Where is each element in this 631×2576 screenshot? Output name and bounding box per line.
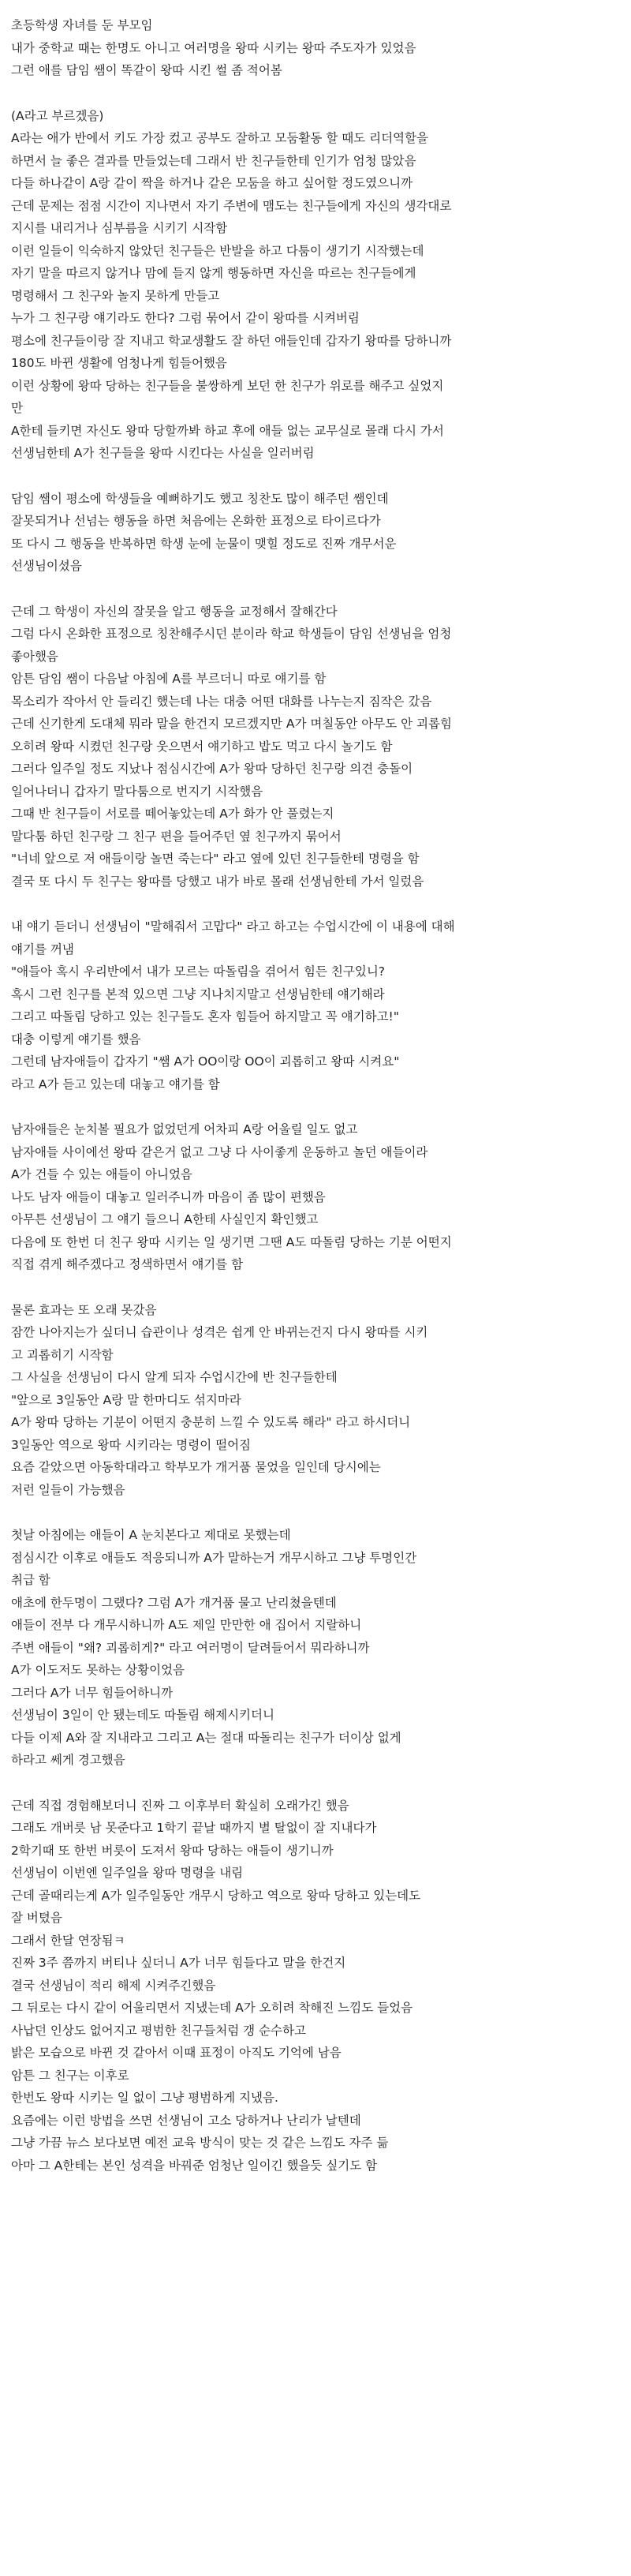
- text-line: 누가 그 친구랑 얘기라도 한다? 그럼 묶어서 같이 왕따를 시켜버림: [11, 311, 360, 325]
- text-line: 잘 버텼음: [11, 1911, 62, 1925]
- text-line: 주변 애들이 "왜? 괴롭히게?" 라고 여러명이 달려들어서 뭐라하니까: [11, 1640, 370, 1655]
- text-line: 얘기를 꺼냄: [11, 942, 74, 957]
- text-line: 자기 말을 따르지 않거나 맘에 들지 않게 행동하면 자신을 따르는 친구들에게: [11, 266, 416, 280]
- text-line: 한번도 왕따 시키는 일 없이 그냥 평범하게 지냈음.: [11, 2091, 278, 2105]
- text-line: 선생님한테 A가 친구들을 왕따 시킨다는 사실을 일러버림: [11, 446, 315, 460]
- text-line: "앞으로 3일동안 A랑 말 한마디도 섞지마라: [11, 1392, 241, 1407]
- text-line: 결국 선생님이 적리 해제 시켜주긴했음: [11, 1978, 216, 1993]
- paragraph: [11, 1118, 620, 1276]
- text-line: 3일동안 역으로 왕따 시키라는 명령이 떨어짐: [11, 1437, 252, 1452]
- text-line: 그래서 한달 연장됨ㅋ: [11, 1933, 125, 1948]
- text-line: 그때 반 친구들이 서로를 떼어놓았는데 A가 화가 안 풀렸는지: [11, 807, 334, 821]
- paragraph: [11, 1795, 620, 2177]
- text-line: 그냥 가끔 뉴스 보다보면 예전 교육 방식이 맞는 것 같은 느낌도 자주 듦: [11, 2136, 389, 2150]
- text-line: 선생님이 이번엔 일주일을 왕따 명령을 내림: [11, 1866, 244, 1880]
- paragraph: [11, 1299, 620, 1502]
- paragraph: [11, 1524, 620, 1772]
- text-line: 사납던 인상도 없어지고 평범한 친구들처럼 갱 순수하고: [11, 2023, 306, 2038]
- text-line: 대충 이렇게 얘기를 했음: [11, 1032, 141, 1046]
- text-line: 그런 애를 담임 쌤이 똑같이 왕따 시킨 썰 좀 적어봄: [11, 63, 282, 77]
- text-line: 180도 바뀐 생활에 엄청나게 힘들어했음: [11, 356, 227, 370]
- text-line: 만: [11, 401, 23, 415]
- text-line: 다들 이제 A와 잘 지내라고 그리고 A는 절대 따돌리는 친구가 더이상 없게: [11, 1730, 401, 1745]
- text-line: 진짜 3주 쯤까지 버티나 싶더니 A가 너무 힘들다고 말을 한건지: [11, 1956, 346, 1970]
- text-line: 그리고 따돌림 당하고 있는 친구들도 혼자 힘들어 하지말고 꼭 얘기하고!": [11, 1009, 399, 1024]
- text-line: 결국 또 다시 두 친구는 왕따를 당했고 내가 바로 몰래 선생님한테 가서 일렀음: [11, 874, 424, 889]
- text-line: 아무튼 선생님이 그 얘기 들으니 A한테 사실인지 확인했고: [11, 1212, 319, 1226]
- text-line: 다음에 또 한번 더 친구 왕따 시키는 일 생기면 그땐 A도 따돌림 당하는 기분 어떤지: [11, 1234, 452, 1249]
- text-line: 라고 A가 듣고 있는데 대놓고 얘기를 함: [11, 1076, 220, 1091]
- text-line: 근데 신기한게 도대체 뭐라 말을 한건지 모르겠지만 A가 며칠동안 아무도 안 괴롭힘: [11, 717, 452, 731]
- text-line: 나도 남자 애들이 대놓고 일러주니까 마음이 좀 많이 편했음: [11, 1189, 326, 1204]
- text-line: 근데 골때리는게 A가 일주일동안 개무시 당하고 역으로 왕따 당하고 있는데도: [11, 1888, 421, 1903]
- text-line: 2학기때 또 한번 버릇이 도져서 왕따 당하는 애들이 생기니까: [11, 1843, 334, 1858]
- text-line: 혹시 그런 친구를 본적 있으면 그냥 지나치지말고 선생님한테 얘기해라: [11, 987, 385, 1002]
- text-line: 근데 문제는 점점 시간이 지나면서 자기 주변에 맴도는 친구들에게 자신의 생각대로: [11, 198, 452, 213]
- text-line: 선생님이 3일이 안 됐는데도 따돌림 해제시키더니: [11, 1708, 274, 1722]
- text-line: 점심시간 이후로 애들도 적응되니까 A가 말하는거 개무시하고 그냥 투명인간: [11, 1550, 417, 1565]
- text-line: A가 왕따 당하는 기분이 어떤지 충분히 느낄 수 있도록 해라" 라고 하시더니: [11, 1415, 411, 1429]
- text-line: 평소에 친구들이랑 잘 지내고 학교생활도 잘 하던 애들인데 갑자기 왕따를 당하니까: [11, 333, 452, 348]
- text-line: 말다툼 하던 친구랑 그 친구 편을 들어주던 옆 친구까지 묶어서: [11, 829, 342, 844]
- text-line: A가 건들 수 있는 애들이 아니었음: [11, 1167, 192, 1181]
- text-line: 물론 효과는 또 오래 못갔음: [11, 1302, 157, 1317]
- paragraph: [11, 14, 620, 82]
- text-line: 암튼 그 친구는 이후로: [11, 2068, 129, 2083]
- text-line: 담임 쌤이 평소에 학생들을 예뻐하기도 했고 칭찬도 많이 해주던 쌤인데: [11, 491, 389, 506]
- text-line: A가 이도저도 못하는 상황이었음: [11, 1663, 185, 1677]
- text-line: 애초에 한두명이 그랬다? 그럼 A가 개거품 물고 난리쳤을텐데: [11, 1595, 337, 1610]
- paragraph: [11, 488, 620, 578]
- text-line: 하라고 쎄게 경고했음: [11, 1753, 125, 1767]
- text-line: 내가 중학교 때는 한명도 아니고 여러명을 왕따 시키는 왕따 주도자가 있었음: [11, 40, 416, 55]
- text-line: 저런 일들이 가능했음: [11, 1482, 125, 1497]
- text-line: 좋아했음: [11, 649, 58, 664]
- text-line: 근데 그 학생이 자신의 잘못을 알고 행동을 교정해서 잘해간다: [11, 604, 338, 619]
- text-line: 남자애들 사이에선 왕따 같은거 없고 그냥 다 사이좋게 운동하고 놀던 애들이라: [11, 1144, 428, 1159]
- text-line: 잘못되거나 선넘는 행동을 하면 처음에는 온화한 표정으로 타이르다가: [11, 514, 381, 528]
- text-line: 명령해서 그 친구와 놀지 못하게 만들고: [11, 288, 220, 303]
- text-line: 첫날 아침에는 애들이 A 눈치본다고 제대로 못했는데: [11, 1528, 291, 1542]
- text-line: 아마 그 A한테는 본인 성격을 바꿔준 엄청난 일이긴 했을듯 싶기도 함: [11, 2158, 378, 2173]
- text-line: "애들아 혹시 우리반에서 내가 모르는 따돌림을 겪어서 힘든 친구있니?: [11, 964, 386, 979]
- paragraph: [11, 915, 620, 1095]
- text-line: 근데 직접 경험해보더니 진짜 그 이후부터 확실히 오래가긴 했음: [11, 1798, 349, 1813]
- text-line: 취급 함: [11, 1573, 50, 1587]
- text-line: 밝은 모습으로 바뀐 것 같아서 이때 표정이 아직도 기억에 남음: [11, 2046, 342, 2060]
- text-line: (A라고 부르겠음): [11, 108, 104, 123]
- text-line: 그 뒤로는 다시 같이 어울리면서 지냈는데 A가 오히려 착해진 느낌도 들었음: [11, 2001, 413, 2015]
- text-line: 잠깐 나아지는가 싶더니 습관이나 성격은 쉽게 안 바뀌는건지 다시 왕따를 시키: [11, 1325, 428, 1339]
- text-line: 초등학생 자녀를 둔 부모임: [11, 18, 153, 32]
- text-line: 오히려 왕따 시켰던 친구랑 웃으면서 얘기하고 밥도 먹고 다시 놀기도 함: [11, 739, 393, 754]
- text-line: 요즘에는 이런 방법을 쓰면 선생님이 고소 당하거나 난리가 날텐데: [11, 2113, 361, 2128]
- text-line: 하면서 늘 좋은 결과를 만들었는데 그래서 반 친구들한테 인기가 엄청 많았음: [11, 153, 416, 168]
- text-line: 애들이 전부 다 개무시하니까 A도 제일 만만한 애 집어서 지랄하니: [11, 1618, 362, 1632]
- text-line: 요즘 같았으면 아동학대라고 학부모가 개거품 물었을 일인데 당시에는: [11, 1460, 381, 1474]
- text-line: 지시를 내리거나 심부름을 시키기 시작함: [11, 221, 228, 235]
- text-line: 그러다 일주일 정도 지났나 점심시간에 A가 왕따 당하던 친구랑 의견 충돌이: [11, 762, 413, 776]
- text-line: A라는 애가 반에서 키도 가장 컸고 공부도 잘하고 모둠활동 할 때도 리더역할을: [11, 131, 428, 145]
- paragraph: [11, 105, 620, 465]
- text-line: 선생님이셨음: [11, 559, 82, 573]
- text-line: 다들 하나같이 A랑 같이 짝을 하거나 같은 모둠을 하고 싶어할 정도였으니까: [11, 176, 413, 190]
- text-line: 직접 겪게 해주겠다고 정색하면서 얘기를 함: [11, 1257, 244, 1271]
- text-line: 암튼 담임 쌤이 다음날 아침에 A를 부르더니 따로 얘기를 함: [11, 672, 327, 686]
- text-line: 그러다 A가 너무 힘들어하니까: [11, 1685, 174, 1700]
- text-line: 남자애들은 눈치볼 필요가 없었던게 어차피 A랑 어울릴 일도 없고: [11, 1122, 358, 1136]
- text-line: 그래도 개버릇 남 못준다고 1학기 끝날 때까지 별 탈없이 잘 지내다가: [11, 1821, 377, 1835]
- text-line: 내 얘기 듣더니 선생님이 "말해줘서 고맙다" 라고 하고는 수업시간에 이 내용에 대해: [11, 919, 455, 934]
- text-line: 목소리가 작아서 안 들리긴 했는데 나는 대충 어떤 대화를 나누는지 짐작은 갔음: [11, 694, 432, 709]
- paragraph: [11, 601, 620, 893]
- text-line: 그럼 다시 온화한 표정으로 칭찬해주시던 분이라 학교 학생들이 담임 선생님을 엄청: [11, 627, 452, 641]
- text-line: 또 다시 그 행동을 반복하면 학생 눈에 눈물이 맺힐 정도로 진짜 개무서운: [11, 536, 397, 551]
- text-line: 이런 일들이 익숙하지 않았던 친구들은 반발을 하고 다툼이 생기기 시작했는데: [11, 243, 424, 258]
- text-line: 그 사실을 선생님이 다시 알게 되자 수업시간에 반 친구들한테: [11, 1370, 338, 1384]
- text-line: 일어나더니 갑자기 말다툼으로 번지기 시작했음: [11, 784, 263, 799]
- text-line: A한테 들키면 자신도 왕따 당할까봐 하교 후에 애들 없는 교무실로 몰래 다시 가서: [11, 423, 444, 438]
- text-line: 고 괴롭히기 시작함: [11, 1347, 114, 1362]
- text-line: "너네 앞으로 저 애들이랑 놀면 죽는다" 라고 옆에 있던 친구들한테 명령을 함: [11, 852, 420, 866]
- text-line: 이런 상황에 왕따 당하는 친구들을 불쌍하게 보던 한 친구가 위로를 해주고 싶었지: [11, 378, 444, 393]
- text-line: 그런데 남자애들이 갑자기 "쌤 A가 OO이랑 OO이 괴롭히고 왕따 시켜요": [11, 1054, 400, 1069]
